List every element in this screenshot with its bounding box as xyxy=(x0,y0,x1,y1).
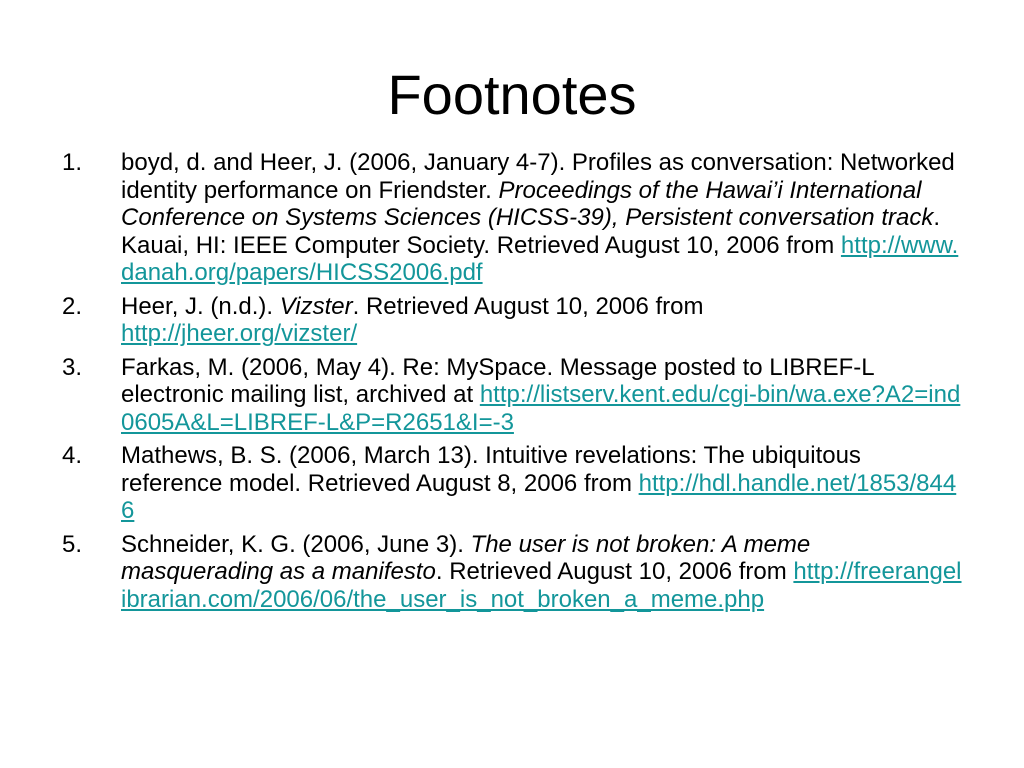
citation-title: The user is not broken: A meme masquerading as a manifesto xyxy=(121,530,811,585)
footnote-item xyxy=(62,293,962,348)
slide-title: Footnotes xyxy=(387,63,637,126)
footnote-text xyxy=(121,149,962,287)
citation-text: Farkas, M. (2006, May 4). Re: MySpace. Message posted to LIBREF-L electronic mailing list, archived at xyxy=(121,353,874,408)
footnote-number: 3. xyxy=(62,353,83,381)
citation-text: Heer, J. (n.d.). xyxy=(121,292,280,320)
footnote-item xyxy=(62,354,962,437)
citation-text: . Retrieved August 10, 2006 from xyxy=(435,558,794,585)
citation-title: Vizster xyxy=(279,292,353,320)
citation-text: Schneider, K. G. (2006, June 3). xyxy=(121,530,471,558)
footnote-number: 1. xyxy=(62,149,83,176)
citation-text: Mathews, B. S. (2006, March 13). Intuitive revelations: The ubiquitous reference model. Retrieved August 8, 2006 from xyxy=(121,442,861,497)
footnote-item xyxy=(62,442,962,525)
citation-title: Proceedings of the Hawai’i International Conference on Systems Sciences (HICSS-39), Persistent conversation track xyxy=(121,176,934,231)
footnote-text xyxy=(121,354,962,437)
citation-link[interactable]: http://freerangelibrarian.com/2006/06/the_user_is_not_broken_a_meme.php xyxy=(121,558,962,613)
footnote-number: 4. xyxy=(62,442,83,469)
citation-text: boyd, d. and Heer, J. (2006, January 4-7). Profiles as conversation: Networked identity performance on Friendster. xyxy=(121,149,955,204)
footnote-item xyxy=(62,531,962,614)
footnote-list xyxy=(62,149,962,619)
footnote-item xyxy=(62,149,962,287)
footnote-text xyxy=(121,442,962,525)
footnote-text xyxy=(121,293,962,348)
footnote-number: 2. xyxy=(62,292,83,320)
citation-link[interactable]: http://hdl.handle.net/1853/8446 xyxy=(121,469,957,524)
citation-link[interactable]: http://listserv.kent.edu/cgi-bin/wa.exe?A2=ind0605A&L=LIBREF-L&P=R2651&I=-3 xyxy=(121,381,961,436)
footnote-number: 5. xyxy=(62,530,83,558)
citation-text: . Kauai, HI: IEEE Computer Society. Retrieved August 10, 2006 from xyxy=(121,204,941,259)
citation-text: . Retrieved August 10, 2006 from xyxy=(352,292,704,320)
citation-link[interactable]: http://jheer.org/vizster/ xyxy=(121,320,358,347)
citation-link[interactable]: http://www.danah.org/papers/HICSS2006.pdf xyxy=(121,231,959,286)
footnote-text xyxy=(121,531,962,614)
